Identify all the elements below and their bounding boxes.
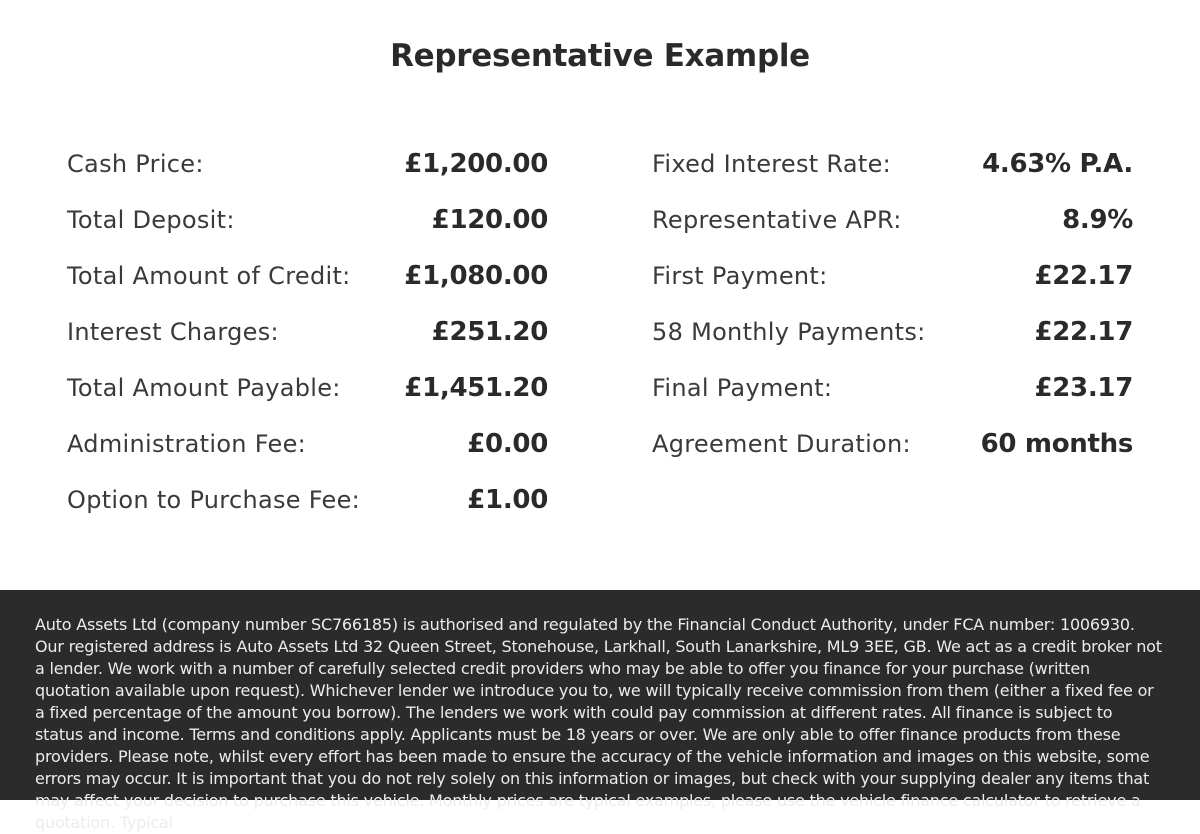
cash-price-label: Cash Price: — [67, 150, 204, 178]
total-deposit-label: Total Deposit: — [67, 206, 235, 234]
row-interest-charges — [67, 304, 548, 360]
agreement-duration-value: 60 months — [980, 429, 1133, 459]
row-total-deposit — [67, 192, 548, 248]
total-amount-of-credit-value: £1,080.00 — [404, 261, 548, 291]
row-total-amount-payable — [67, 360, 548, 416]
disclaimer-text: Auto Assets Ltd (company number SC766185) is authorised and regulated by the Financial Conduct Authority, under FCA number: 1006930. Our registered address is Auto Assets Ltd 32 Queen Street, Stonehouse, Larkhall, South Lanarkshire, ML9 3EE, GB. We act as a credit broker not a lender. We work with a number of carefully selected credit providers who may be able to offer you finance for your purchase (written quotation available upon request). Whichever lender we introduce you to, we will typically receive commission from them (either a fixed fee or a fixed percentage of the amount you borrow). The lenders we work with could pay commission at different rates. All finance is subject to status and income. Terms and conditions apply. Applicants must be 18 years or over. We are only able to offer finance products from these providers. Please note, whilst every effort has been made to ensure the accuracy of the vehicle information and images on this website, some errors may occur. It is important that you do not rely solely on this information or images, but check with your supplying dealer any items that may affect your decision to purchase this vehicle. Monthly prices are typical examples, please use the vehicle finance calculator to retrieve a quotation. Typical — [35, 615, 1162, 832]
row-administration-fee — [67, 416, 548, 472]
fixed-interest-rate-value: 4.63% P.A. — [982, 149, 1133, 179]
cash-price-value: £1,200.00 — [404, 149, 548, 179]
finance-details-left-column — [67, 136, 548, 528]
first-payment-value: £22.17 — [1034, 261, 1133, 291]
total-deposit-value: £120.00 — [431, 205, 548, 235]
monthly-payments-value: £22.17 — [1034, 317, 1133, 347]
final-payment-label: Final Payment: — [652, 374, 833, 402]
first-payment-label: First Payment: — [652, 262, 828, 290]
row-fixed-interest-rate — [652, 136, 1133, 192]
row-first-payment — [652, 248, 1133, 304]
row-total-amount-of-credit — [67, 248, 548, 304]
interest-charges-label: Interest Charges: — [67, 318, 279, 346]
representative-apr-label: Representative APR: — [652, 206, 902, 234]
fixed-interest-rate-label: Fixed Interest Rate: — [652, 150, 892, 178]
row-agreement-duration — [652, 416, 1133, 472]
interest-charges-value: £251.20 — [431, 317, 548, 347]
final-payment-value: £23.17 — [1034, 373, 1133, 403]
page-title: Representative Example — [390, 38, 810, 74]
finance-details-right-column — [652, 136, 1133, 472]
row-final-payment — [652, 360, 1133, 416]
option-to-purchase-fee-value: £1.00 — [467, 485, 548, 515]
monthly-payments-label: 58 Monthly Payments: — [652, 318, 926, 346]
total-amount-payable-label: Total Amount Payable: — [67, 374, 341, 402]
legal-disclaimer-footer — [0, 590, 1200, 832]
total-amount-of-credit-label: Total Amount of Credit: — [67, 262, 351, 290]
row-cash-price — [67, 136, 548, 192]
representative-apr-value: 8.9% — [1062, 205, 1133, 235]
row-option-to-purchase-fee — [67, 472, 548, 528]
row-representative-apr — [652, 192, 1133, 248]
administration-fee-value: £0.00 — [467, 429, 548, 459]
agreement-duration-label: Agreement Duration: — [652, 430, 911, 458]
option-to-purchase-fee-label: Option to Purchase Fee: — [67, 486, 361, 514]
administration-fee-label: Administration Fee: — [67, 430, 307, 458]
total-amount-payable-value: £1,451.20 — [404, 373, 548, 403]
row-monthly-payments — [652, 304, 1133, 360]
